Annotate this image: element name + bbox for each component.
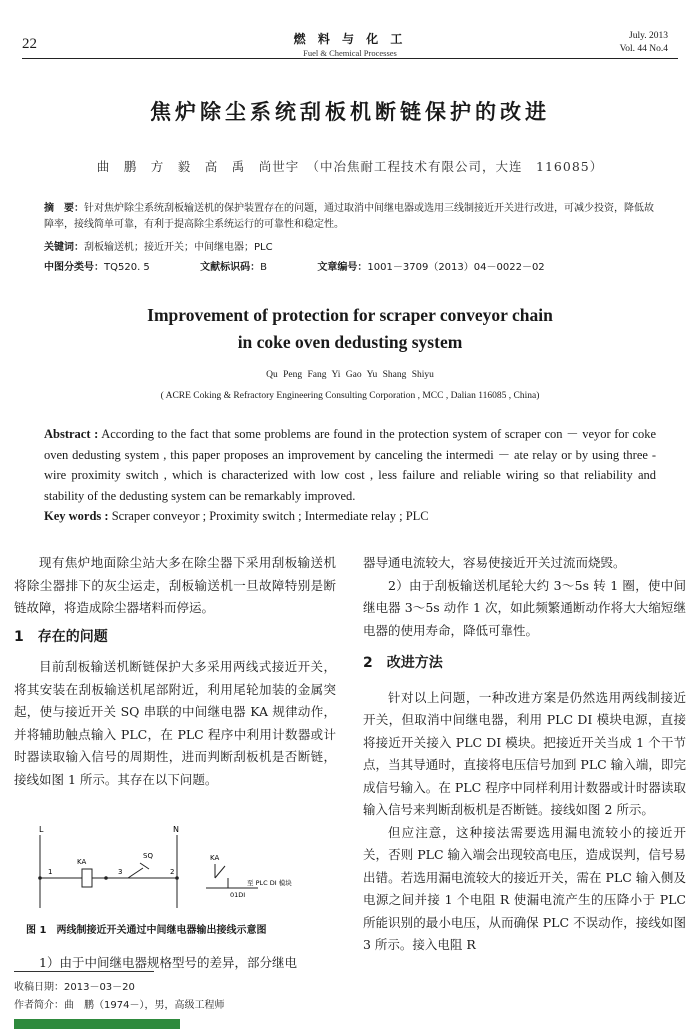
author-bio: 作者简介：曲 鹏（1974－），男，高级工程师 (14, 1000, 225, 1011)
label-node3: 3 (118, 868, 123, 876)
left-column (14, 552, 336, 791)
figure1-caption: 图 1 两线制接近开关通过中间继电器输出接线示意图 (26, 925, 267, 936)
section2-heading: 2 改进方法 (363, 655, 443, 671)
item2-paragraph: 2）由于刮板输送机尾轮大约 3～5s 转 1 圈，使中间继电器 3～5s 动作 1 次，如此频繁通断动作将大大缩短继电器的使用寿命，降低可靠性。 (363, 577, 686, 638)
keywords-cn-label: 关键词： (44, 242, 84, 253)
bottom-color-bar (14, 1019, 180, 1029)
relay-contact-symbol (215, 866, 225, 878)
continued-paragraph: 器导通电流较大，容易使接近开关过流而烧毁。 (363, 555, 626, 570)
abstract-cn-label: 摘 要： (44, 203, 84, 214)
abstract-cn-text: 针对焦炉除尘系统刮板输送机的保护装置存在的问题，通过取消中间继电器或选用三线制接近开关进行改进，可减少投资，降低故障率，接线简单可靠，有利于提高除尘系统运行的可靠性和稳定性。 (44, 203, 654, 230)
label-01DI: 01DI (230, 891, 246, 899)
clc-value: TQ520. 5 (104, 262, 150, 273)
label-node1: 1 (48, 868, 53, 876)
authors-en: Qu Peng Fang Yi Gao Yu Shang Shiyu (266, 370, 434, 380)
section1-paragraph: 目前刮板输送机断链保护大多采用两线式接近开关，将其安装在刮板输送机尾部附近，利用尾轮加装的金属突起，使与接近开关 SQ 串联的中间继电器 KA 规律动作，并将辅助触点输入 PLC，在 PLC 程序中利用计数器或计时器读取输入信号的周期性，进而判断刮板机是否断链，接线如图 1 所示。其存在以下问题。 (14, 659, 336, 787)
article-title-en (40, 302, 660, 356)
doc-code-label: 文献标识码： (200, 262, 261, 273)
received-date: 收稿日期：2013－03－20 (14, 982, 135, 993)
keywords-en-text: Scraper conveyor ; Proximity switch ; Intermediate relay ; PLC (111, 509, 429, 523)
article-number-value: 1001－3709（2013）04－0022－02 (367, 262, 545, 273)
affiliation-en: ( ACRE Coking & Refractory Engineering Consulting Corporation , MCC , Dalian 116085 , China) (160, 391, 540, 401)
header-rule (22, 58, 678, 59)
section1-heading: 1 存在的问题 (14, 628, 108, 645)
issue-volume: Vol. 44 No.4 (619, 44, 668, 54)
abstract-en (44, 424, 656, 506)
intro-paragraph: 现有焦炉地面除尘站大多在除尘器下采用刮板输送机将除尘器排下的灰尘运走，刮板输送机一旦故障特别是断链故障，将造成除尘器堵料而停运。 (14, 555, 336, 615)
label-node2: 2 (170, 868, 175, 876)
issue-info (620, 30, 668, 56)
label-KA-coil: KA (77, 858, 87, 866)
right-column (363, 552, 686, 957)
abstract-cn (44, 201, 658, 233)
issue-date: July. 2013 (629, 31, 668, 41)
journal-title-block (250, 30, 450, 58)
doc-code-value: B (260, 262, 268, 273)
classification-row (44, 260, 658, 276)
keywords-en-label: Key words : (44, 509, 109, 523)
abstract-en-text: According to the fact that some problems are found in the protection system of scraper con － veyor for coke oven dedusting system , this paper proposes an improvement by canceling the intermedi － ate relay or by using three -wire proximity switch , which is characterized with low cost , less failure and reliable wiring so that reliability and stability of the dedusting system can be remarkably improved. (44, 427, 656, 503)
section2-paragraph2: 但应注意，这种接法需要选用漏电流较小的接近开关，否则 PLC 输入端会出现较高电压，造成误判，信号易出错。若选用漏电流较大的接近开关，需在 PLC 输入侧及电源之间并接 1 个电阻 R 使漏电流产生的压降小于 PLC 所能识别的最小电压，从而确保 PLC 不误动作，接线如图 3 所示。接入电阻 R (363, 824, 686, 952)
label-SQ: SQ (143, 852, 153, 860)
title-en-line2: in coke oven dedusting system (237, 332, 463, 352)
keywords-en (44, 509, 656, 524)
journal-title-en: Fuel & Chemical Processes (303, 48, 397, 58)
article-number-label: 文章编号： (317, 262, 368, 273)
figure1-diagram (30, 822, 330, 912)
label-to-plc: 至 PLC DI 模块 (247, 879, 292, 887)
label-N: N (173, 825, 179, 834)
footnote-rule (14, 971, 154, 972)
journal-title-cn: 燃 料 与 化 工 (293, 32, 407, 46)
article-title-cn: 焦炉除尘系统刮板机断链保护的改进 (150, 100, 550, 124)
abstract-en-label: Abstract : (44, 427, 99, 441)
label-KA-contact: KA (210, 854, 220, 862)
keywords-cn (44, 240, 658, 256)
item1-paragraph: 1）由于中间继电器规格型号的差异，部分继电 (39, 955, 297, 970)
page-number: 22 (22, 36, 37, 52)
clc-label: 中图分类号： (44, 262, 104, 273)
section2-paragraph1: 针对以上问题，一种改进方案是仍然选用两线制接近开关，但取消中间继电器，利用 PLC DI 模块电源，直接将接近开关接入 PLC DI 模块。把接近开关当成 1 个干节点，当其导通时，直接将电压信号加到 PLC 输入端，即完成信号输入。在 PLC 程序中同样利用计数器或计时器读取输入信号来判断刮板机是否断链。接线如图 2 所示。 (363, 689, 686, 817)
label-L: L (39, 825, 44, 834)
title-en-line1: Improvement of protection for scraper conveyor chain (147, 305, 553, 325)
keywords-cn-text: 刮板输送机；接近开关；中间继电器；PLC (84, 242, 273, 253)
authors-cn: 曲 鹏 方 毅 高 禹 尚世宇 （中冶焦耐工程技术有限公司，大连 116085） (96, 159, 604, 174)
proximity-switch-symbol (128, 868, 143, 878)
relay-coil-symbol (82, 869, 92, 887)
